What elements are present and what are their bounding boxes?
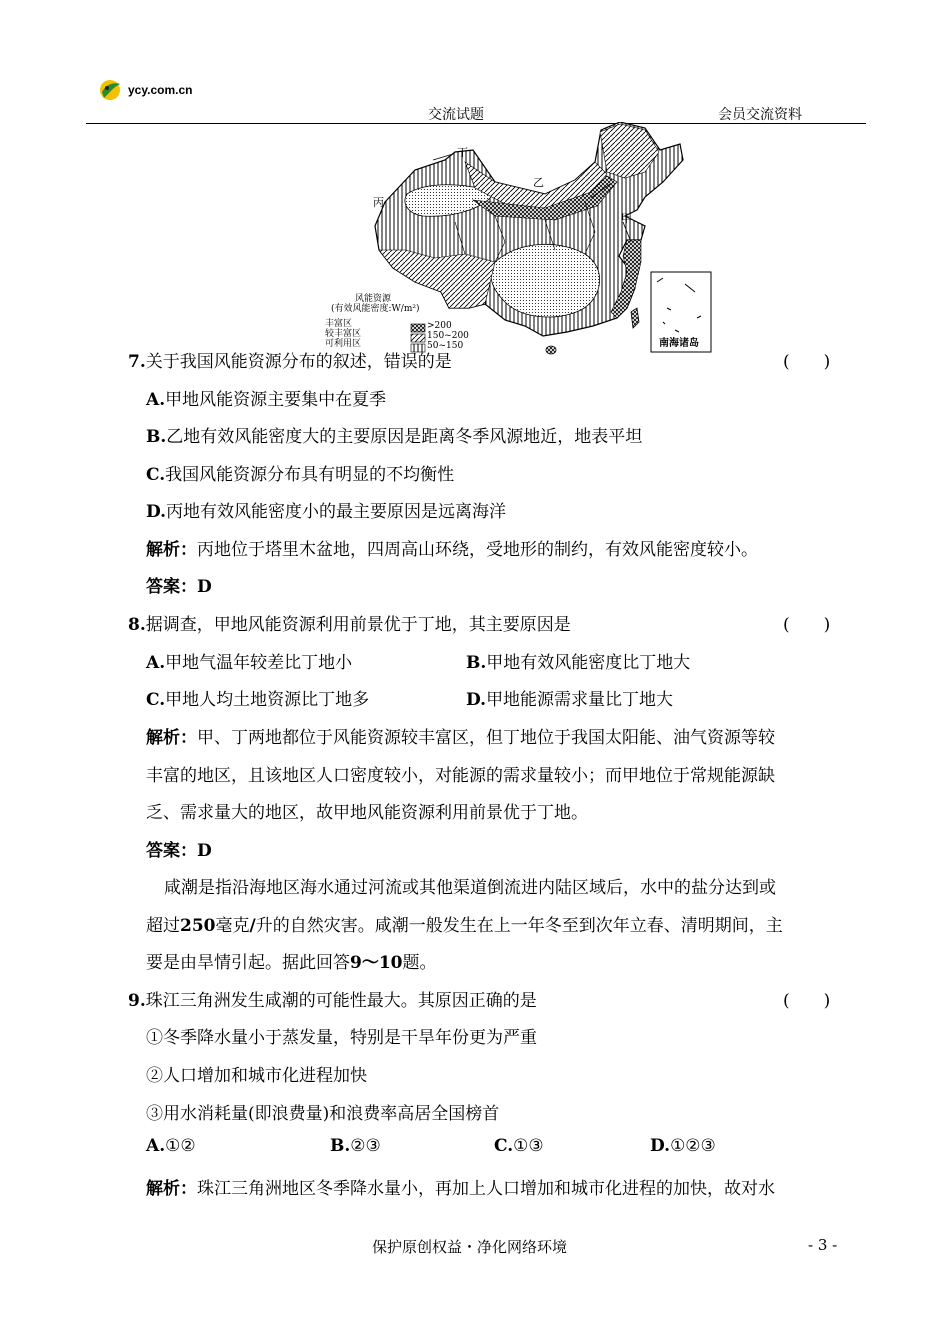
q9-answer-blank: ( ) bbox=[783, 991, 831, 1011]
q9-explanation: 解析：珠江三角洲地区冬季降水量小，再加上人口增加和城市化进程的加快，故对水 bbox=[146, 1179, 775, 1199]
q7-answer: 答案：D bbox=[146, 577, 212, 597]
legend-row-name: 较丰富区 bbox=[325, 329, 362, 339]
map-legend bbox=[331, 294, 441, 314]
legend-row-name: 可利用区 bbox=[325, 339, 362, 349]
q9-option-b: B.②③ bbox=[330, 1136, 381, 1156]
q8-option-a: A.甲地气温年较差比丁地小 bbox=[146, 653, 353, 673]
q8-explanation-line: 丰富的地区，且该地区人口密度较小，对能源的需求量较小；而甲地位于常规能源缺 bbox=[146, 766, 775, 786]
q7-option-b: B.乙地有效风能密度大的主要原因是距离冬季风源地近，地表平坦 bbox=[146, 427, 643, 447]
q8-answer-blank: ( ) bbox=[783, 615, 831, 635]
q7-explanation: 解析：丙地位于塔里木盆地，四周高山环绕，受地形的制约，有效风能密度较小。 bbox=[146, 540, 758, 560]
passage-line: 超过250毫克/升的自然灾害。咸潮一般发生在上一年冬至到次年立春、清明期间，主 bbox=[146, 916, 783, 936]
q8-explanation: 解析：甲、丁两地都位于风能资源较丰富区，但丁地位于我国太阳能、油气资源等较 bbox=[146, 728, 775, 748]
q9-statement: ①冬季降水量小于蒸发量，特别是干旱年份更为严重 bbox=[146, 1028, 537, 1048]
q9-statement: ②人口增加和城市化进程加快 bbox=[146, 1066, 367, 1086]
label-jia: 甲 bbox=[621, 212, 632, 225]
footer-slogan: 保护原创权益・净化网络环境 bbox=[372, 1238, 568, 1256]
q7-option-c: C.我国风能资源分布具有明显的不均衡性 bbox=[146, 465, 455, 485]
q9-option-c: C.①③ bbox=[494, 1136, 544, 1156]
legend-row-value: 50~150 bbox=[427, 341, 464, 351]
logo-icon bbox=[96, 78, 124, 102]
q8-stem: 8.据调查，甲地风能资源利用前景优于丁地，其主要原因是 bbox=[128, 615, 571, 635]
q9-stem: 9.珠江三角洲发生咸潮的可能性最大。其原因正确的是 bbox=[128, 991, 537, 1011]
q7-option-a: A.甲地风能资源主要集中在夏季 bbox=[146, 390, 387, 410]
label-ding: 丁 bbox=[457, 146, 468, 159]
passage-line: 要是由旱情引起。据此回答9～10题。 bbox=[146, 953, 437, 973]
legend-subtitle: (有效风能密度:W/m²) bbox=[331, 304, 420, 314]
q9-option-a: A.①② bbox=[146, 1136, 196, 1156]
logo-text: ycy.com.cn bbox=[128, 83, 193, 97]
label-yi: 乙 bbox=[533, 176, 544, 189]
header-center: 交流试题 bbox=[428, 107, 484, 123]
label-bing: 丙 bbox=[373, 196, 384, 209]
q8-explanation-line: 乏、需求量大的地区，故甲地风能资源利用前景优于丁地。 bbox=[146, 803, 588, 823]
legend-row-value: 150~200 bbox=[427, 331, 469, 341]
q8-option-d: D.甲地能源需求量比丁地大 bbox=[466, 690, 674, 710]
q8-option-b: B.甲地有效风能密度比丁地大 bbox=[466, 653, 691, 673]
q8-option-c: C.甲地人均土地资源比丁地多 bbox=[146, 690, 370, 710]
header-right: 会员交流资料 bbox=[718, 107, 802, 123]
label-nanhai: 南海诸岛 bbox=[659, 334, 699, 349]
china-wind-energy-map bbox=[325, 122, 735, 360]
legend-title: 风能资源 bbox=[355, 294, 392, 304]
legend-row-value: >200 bbox=[427, 321, 452, 331]
passage-line: 咸潮是指沿海地区海水通过河流或其他渠道倒流进内陆区域后，水中的盐分达到或 bbox=[164, 878, 776, 898]
legend-row-name: 丰富区 bbox=[325, 319, 353, 329]
q9-statement: ③用水消耗量(即浪费量)和浪费率高居全国榜首 bbox=[146, 1104, 500, 1124]
q9-option-d: D.①②③ bbox=[650, 1136, 716, 1156]
q7-answer-blank: ( ) bbox=[783, 352, 831, 372]
q7-stem: 7.关于我国风能资源分布的叙述，错误的是 bbox=[128, 352, 452, 372]
q7-option-d: D.丙地有效风能密度小的最主要原因是远离海洋 bbox=[146, 502, 507, 522]
q8-answer: 答案：D bbox=[146, 841, 212, 861]
page-number: - 3 - bbox=[808, 1236, 838, 1254]
site-logo bbox=[96, 78, 192, 102]
